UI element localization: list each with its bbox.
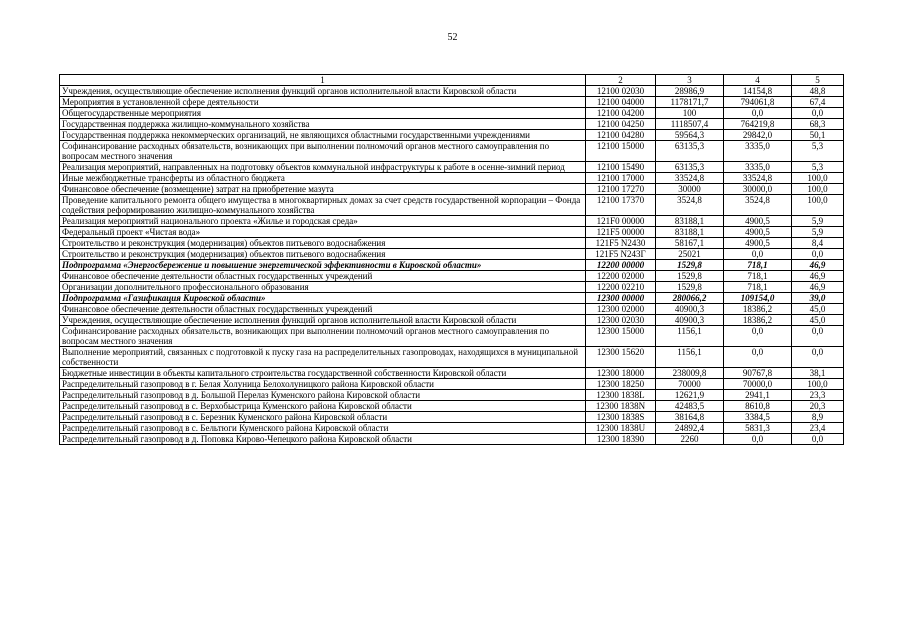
table-row — [60, 195, 844, 216]
row-percent-cell: 0,0 — [792, 434, 844, 445]
row-actual-cell: 3335,0 — [724, 162, 792, 173]
row-actual-cell: 718,1 — [724, 282, 792, 293]
table-row — [60, 315, 844, 326]
row-actual-cell: 3335,0 — [724, 141, 792, 162]
row-planned-cell: 25021 — [656, 249, 724, 260]
row-code-cell: 12300 1838N — [586, 401, 656, 412]
row-planned-cell: 1118507,4 — [656, 119, 724, 130]
row-actual-cell: 5831,3 — [724, 423, 792, 434]
row-percent-cell: 48,8 — [792, 86, 844, 97]
row-planned-cell: 33524,8 — [656, 173, 724, 184]
row-percent-cell: 0,0 — [792, 347, 844, 368]
row-name-cell: Реализация мероприятий национального проекта «Жилье и городская среда» — [60, 216, 586, 227]
row-name-cell: Распределительный газопровод в д. Поповка Кирово-Чепецкого района Кировской области — [60, 434, 586, 445]
row-name-cell: Финансовое обеспечение деятельности областных государственных учреждений — [60, 271, 586, 282]
row-percent-cell: 0,0 — [792, 326, 844, 347]
row-actual-cell: 70000,0 — [724, 379, 792, 390]
row-name-cell: Организации дополнительного профессионального образования — [60, 282, 586, 293]
row-actual-cell: 14154,8 — [724, 86, 792, 97]
row-actual-cell: 4900,5 — [724, 238, 792, 249]
budget-table — [59, 74, 844, 445]
row-planned-cell: 63135,3 — [656, 162, 724, 173]
row-percent-cell: 50,1 — [792, 130, 844, 141]
table-row — [60, 108, 844, 119]
table-row — [60, 347, 844, 368]
row-code-cell: 12300 1838S — [586, 412, 656, 423]
row-actual-cell: 29842,0 — [724, 130, 792, 141]
table-row — [60, 238, 844, 249]
table-row — [60, 141, 844, 162]
row-planned-cell: 1156,1 — [656, 326, 724, 347]
row-percent-cell: 67,4 — [792, 97, 844, 108]
row-planned-cell: 83188,1 — [656, 216, 724, 227]
row-name-cell: Бюджетные инвестиции в объекты капитального строительства государственной собственности Кировской области — [60, 368, 586, 379]
row-code-cell: 12300 18250 — [586, 379, 656, 390]
table-row — [60, 293, 844, 304]
row-code-cell: 12300 15620 — [586, 347, 656, 368]
table-row — [60, 260, 844, 271]
row-planned-cell: 28986,9 — [656, 86, 724, 97]
table-row — [60, 304, 844, 315]
row-actual-cell: 33524,8 — [724, 173, 792, 184]
row-actual-cell: 8610,8 — [724, 401, 792, 412]
row-name-cell: Проведение капитального ремонта общего имущества в многоквартирных домах за счет средств государственной корпорации – Фонда содействия реформированию жилищно-коммунального хозяйства — [60, 195, 586, 216]
row-code-cell: 121F5 00000 — [586, 227, 656, 238]
row-code-cell: 12300 00000 — [586, 293, 656, 304]
row-actual-cell: 4900,5 — [724, 227, 792, 238]
row-code-cell: 121F0 00000 — [586, 216, 656, 227]
row-actual-cell: 764219,8 — [724, 119, 792, 130]
row-actual-cell: 0,0 — [724, 326, 792, 347]
row-planned-cell: 1529,8 — [656, 271, 724, 282]
table-row — [60, 216, 844, 227]
row-code-cell: 12300 18390 — [586, 434, 656, 445]
row-name-cell: Распределительный газопровод в с. Березник Куменского района Кировской области — [60, 412, 586, 423]
row-name-cell: Строительство и реконструкция (модернизация) объектов питьевого водоснабжения — [60, 238, 586, 249]
row-code-cell: 12100 15490 — [586, 162, 656, 173]
table-row — [60, 130, 844, 141]
row-planned-cell: 24892,4 — [656, 423, 724, 434]
table-row — [60, 326, 844, 347]
row-percent-cell: 5,3 — [792, 141, 844, 162]
row-code-cell: 121F5 N243Г — [586, 249, 656, 260]
table-row — [60, 119, 844, 130]
column-header: 2 — [586, 75, 656, 86]
row-percent-cell: 0,0 — [792, 249, 844, 260]
row-percent-cell: 45,0 — [792, 304, 844, 315]
row-code-cell: 12300 1838L — [586, 390, 656, 401]
row-actual-cell: 30000,0 — [724, 184, 792, 195]
table-row — [60, 162, 844, 173]
row-code-cell: 12300 18000 — [586, 368, 656, 379]
column-header: 5 — [792, 75, 844, 86]
row-planned-cell: 1529,8 — [656, 282, 724, 293]
table-row — [60, 227, 844, 238]
row-planned-cell: 58167,1 — [656, 238, 724, 249]
row-percent-cell: 5,9 — [792, 227, 844, 238]
row-planned-cell: 59564,3 — [656, 130, 724, 141]
row-percent-cell: 100,0 — [792, 184, 844, 195]
table-row — [60, 184, 844, 195]
row-code-cell: 12100 02030 — [586, 86, 656, 97]
page-number: 52 — [447, 32, 458, 43]
row-planned-cell: 1178171,7 — [656, 97, 724, 108]
row-name-cell: Государственная поддержка жилищно-коммунального хозяйства — [60, 119, 586, 130]
row-code-cell: 12300 1838U — [586, 423, 656, 434]
row-name-cell: Софинансирование расходных обязательств, возникающих при выполнении полномочий органов местного самоуправления по вопросам местного значения — [60, 326, 586, 347]
row-name-cell: Федеральный проект «Чистая вода» — [60, 227, 586, 238]
row-code-cell: 12100 04280 — [586, 130, 656, 141]
row-percent-cell: 20,3 — [792, 401, 844, 412]
row-planned-cell: 280066,2 — [656, 293, 724, 304]
row-actual-cell: 794061,8 — [724, 97, 792, 108]
row-percent-cell: 46,9 — [792, 271, 844, 282]
row-name-cell: Подпрограмма «Газификация Кировской области» — [60, 293, 586, 304]
row-planned-cell: 238009,8 — [656, 368, 724, 379]
row-actual-cell: 0,0 — [724, 347, 792, 368]
row-code-cell: 12300 15000 — [586, 326, 656, 347]
row-percent-cell: 100,0 — [792, 173, 844, 184]
table-row — [60, 379, 844, 390]
row-actual-cell: 2941,1 — [724, 390, 792, 401]
row-name-cell: Строительство и реконструкция (модернизация) объектов питьевого водоснабжения — [60, 249, 586, 260]
row-actual-cell: 0,0 — [724, 108, 792, 119]
row-code-cell: 12100 15000 — [586, 141, 656, 162]
table-row — [60, 401, 844, 412]
row-planned-cell: 42483,5 — [656, 401, 724, 412]
row-planned-cell: 1156,1 — [656, 347, 724, 368]
row-percent-cell: 46,9 — [792, 260, 844, 271]
row-name-cell: Иные межбюджетные трансферты из областного бюджета — [60, 173, 586, 184]
row-actual-cell: 3384,5 — [724, 412, 792, 423]
table-row — [60, 368, 844, 379]
row-code-cell: 12200 00000 — [586, 260, 656, 271]
row-code-cell: 12100 04000 — [586, 97, 656, 108]
row-code-cell: 12100 17270 — [586, 184, 656, 195]
row-name-cell: Финансовое обеспечение (возмещение) затрат на приобретение мазута — [60, 184, 586, 195]
table-row — [60, 434, 844, 445]
row-actual-cell: 18386,2 — [724, 315, 792, 326]
row-code-cell: 12300 02030 — [586, 315, 656, 326]
row-planned-cell: 70000 — [656, 379, 724, 390]
column-header: 3 — [656, 75, 724, 86]
row-planned-cell: 30000 — [656, 184, 724, 195]
row-percent-cell: 100,0 — [792, 379, 844, 390]
row-percent-cell: 0,0 — [792, 108, 844, 119]
table-row — [60, 173, 844, 184]
table-row — [60, 412, 844, 423]
row-actual-cell: 3524,8 — [724, 195, 792, 216]
table-row — [60, 86, 844, 97]
row-name-cell: Подпрограмма «Энергосбережение и повышение энергетической эффективности в Кировской области» — [60, 260, 586, 271]
row-percent-cell: 5,9 — [792, 216, 844, 227]
row-name-cell: Мероприятия в установленной сфере деятельности — [60, 97, 586, 108]
row-planned-cell: 40900,3 — [656, 315, 724, 326]
row-name-cell: Учреждения, осуществляющие обеспечение исполнения функций органов исполнительной власти Кировской области — [60, 86, 586, 97]
row-percent-cell: 45,0 — [792, 315, 844, 326]
row-actual-cell: 718,1 — [724, 260, 792, 271]
row-code-cell: 12100 04200 — [586, 108, 656, 119]
row-planned-cell: 40900,3 — [656, 304, 724, 315]
row-code-cell: 12300 02000 — [586, 304, 656, 315]
row-percent-cell: 100,0 — [792, 195, 844, 216]
row-code-cell: 12100 17370 — [586, 195, 656, 216]
row-percent-cell: 46,9 — [792, 282, 844, 293]
row-percent-cell: 68,3 — [792, 119, 844, 130]
row-percent-cell: 8,9 — [792, 412, 844, 423]
row-code-cell: 12100 17000 — [586, 173, 656, 184]
row-actual-cell: 0,0 — [724, 434, 792, 445]
row-planned-cell: 3524,8 — [656, 195, 724, 216]
row-planned-cell: 1529,8 — [656, 260, 724, 271]
row-actual-cell: 0,0 — [724, 249, 792, 260]
row-actual-cell: 4900,5 — [724, 216, 792, 227]
row-name-cell: Финансовое обеспечение деятельности областных государственных учреждений — [60, 304, 586, 315]
row-planned-cell: 83188,1 — [656, 227, 724, 238]
table-header-row — [60, 75, 844, 86]
row-percent-cell: 23,4 — [792, 423, 844, 434]
row-name-cell: Учреждения, осуществляющие обеспечение исполнения функций органов исполнительной власти Кировской области — [60, 315, 586, 326]
row-code-cell: 12200 02000 — [586, 271, 656, 282]
row-code-cell: 121F5 N2430 — [586, 238, 656, 249]
row-planned-cell: 38164,8 — [656, 412, 724, 423]
table-row — [60, 249, 844, 260]
table-row — [60, 97, 844, 108]
row-name-cell: Общегосударственные мероприятия — [60, 108, 586, 119]
row-code-cell: 12200 02210 — [586, 282, 656, 293]
row-planned-cell: 12621,9 — [656, 390, 724, 401]
row-actual-cell: 718,1 — [724, 271, 792, 282]
row-name-cell: Выполнение мероприятий, связанных с подготовкой к пуску газа на распределительных газопроводах, находящихся в муниципальной собственности — [60, 347, 586, 368]
table-row — [60, 423, 844, 434]
row-actual-cell: 109154,0 — [724, 293, 792, 304]
row-actual-cell: 18386,2 — [724, 304, 792, 315]
row-code-cell: 12100 04250 — [586, 119, 656, 130]
row-actual-cell: 90767,8 — [724, 368, 792, 379]
row-planned-cell: 2260 — [656, 434, 724, 445]
row-percent-cell: 5,3 — [792, 162, 844, 173]
row-percent-cell: 39,0 — [792, 293, 844, 304]
row-percent-cell: 8,4 — [792, 238, 844, 249]
row-percent-cell: 38,1 — [792, 368, 844, 379]
table-row — [60, 390, 844, 401]
table-row — [60, 282, 844, 293]
row-percent-cell: 23,3 — [792, 390, 844, 401]
row-planned-cell: 100 — [656, 108, 724, 119]
column-header: 1 — [60, 75, 586, 86]
row-planned-cell: 63135,3 — [656, 141, 724, 162]
row-name-cell: Реализация мероприятий, направленных на подготовку объектов коммунальной инфраструктуры к работе в осенне-зимний период — [60, 162, 586, 173]
row-name-cell: Распределительный газопровод в д. Большой Перелаз Куменского района Кировской области — [60, 390, 586, 401]
column-header: 4 — [724, 75, 792, 86]
table-row — [60, 271, 844, 282]
row-name-cell: Распределительный газопровод в с. Бельтюги Куменского района Кировской области — [60, 423, 586, 434]
row-name-cell: Государственная поддержка некоммерческих организаций, не являющихся областными государственными учреждениями — [60, 130, 586, 141]
row-name-cell: Распределительный газопровод в с. Верхобыстрица Куменского района Кировской области — [60, 401, 586, 412]
row-name-cell: Распределительный газопровод в г. Белая Холуница Белохолуницкого района Кировской области — [60, 379, 586, 390]
row-name-cell: Софинансирование расходных обязательств, возникающих при выполнении полномочий органов местного самоуправления по вопросам местного значения — [60, 141, 586, 162]
